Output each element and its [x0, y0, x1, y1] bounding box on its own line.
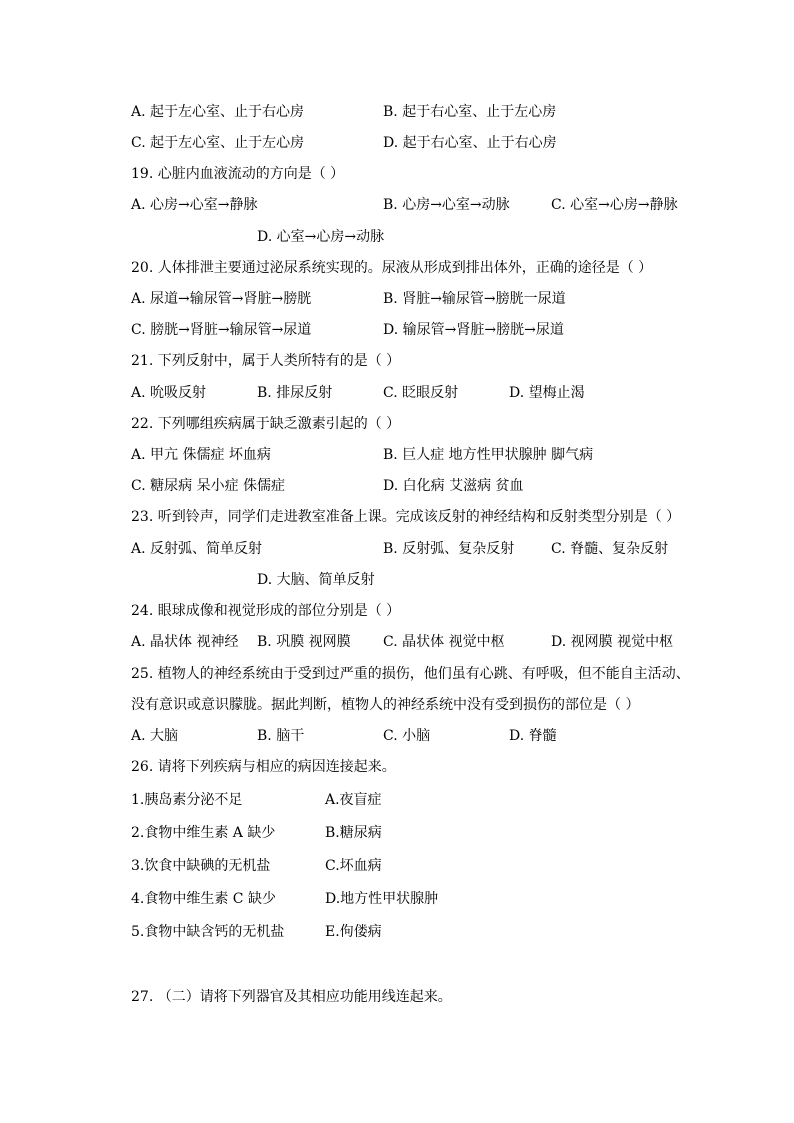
q23-option-c: C. 脊髓、复杂反射 — [551, 541, 669, 557]
q20-option-a: A. 尿道→输尿管→肾脏→膀胱 — [131, 291, 312, 307]
q20-option-d: D. 输尿管→肾脏→膀胱→尿道 — [383, 322, 564, 338]
q22-option-a: A. 甲亢 侏儒症 坏血病 — [131, 447, 271, 463]
q22-stem: 22. 下列哪组疾病属于缺乏激素引起的（ ） — [131, 416, 401, 432]
q19-stem: 19. 心脏内血液流动的方向是（ ） — [131, 166, 345, 182]
q24-option-c: C. 晶状体 视觉中枢 — [383, 634, 505, 650]
q18-option-b: B. 起于右心室、止于左心房 — [383, 104, 557, 120]
q24-option-d: D. 视网膜 视觉中枢 — [551, 634, 674, 650]
q26-left-item: 2.食物中维生素 A 缺少 — [131, 825, 276, 841]
q22-option-d: D. 白化病 艾滋病 贫血 — [383, 478, 524, 494]
q25-option-b: B. 脑干 — [257, 728, 305, 744]
q23-option-b: B. 反射弧、复杂反射 — [383, 541, 515, 557]
q19-option-d: D. 心室→心房→动脉 — [257, 229, 385, 245]
q18-option-d: D. 起于右心室、止于右心房 — [383, 135, 557, 151]
q18-option-a: A. 起于左心室、止于右心房 — [131, 104, 305, 120]
q25-stem-line2: 没有意识或意识朦胧。据此判断，植物人的神经系统中没有受到损伤的部位是（ ） — [131, 697, 640, 713]
q24-stem: 24. 眼球成像和视觉形成的部位分别是（ ） — [131, 603, 401, 619]
q19-option-b: B. 心房→心室→动脉 — [383, 197, 510, 213]
q26-right-item: A.夜盲症 — [325, 792, 382, 808]
q22-option-c: C. 糖尿病 呆小症 侏儒症 — [131, 478, 286, 494]
q26-stem: 26. 请将下列疾病与相应的病因连接起来。 — [131, 759, 396, 775]
q19-option-a: A. 心房→心室→静脉 — [131, 197, 258, 213]
q25-stem-line1: 25. 植物人的神经系统由于受到过严重的损伤，他们虽有心跳、有呼吸，但不能自主活动、 — [131, 666, 690, 682]
q19-option-c: C. 心室→心房→静脉 — [551, 197, 678, 213]
q20-stem: 20. 人体排泄主要通过泌尿系统实现的。尿液从形成到排出体外，正确的途径是（ ） — [131, 260, 653, 276]
q26-left-item: 1.胰岛素分泌不足 — [131, 792, 243, 808]
q26-right-item: C.坏血病 — [325, 858, 382, 874]
q26-right-item: D.地方性甲状腺肿 — [325, 891, 439, 907]
q21-option-b: B. 排尿反射 — [257, 385, 333, 401]
q27-stem: 27. （二）请将下列器官及其相应功能用线连起来。 — [131, 989, 452, 1005]
q26-right-item: B.糖尿病 — [325, 825, 382, 841]
q25-option-c: C. 小脑 — [383, 728, 431, 744]
q24-option-b: B. 巩膜 视网膜 — [257, 634, 351, 650]
q21-option-c: C. 眨眼反射 — [383, 385, 459, 401]
q20-option-b: B. 肾脏→输尿管→膀胱一尿道 — [383, 291, 566, 307]
q22-option-b: B. 巨人症 地方性甲状腺肿 脚气病 — [383, 447, 594, 463]
q26-left-item: 5.食物中缺含钙的无机盐 — [131, 924, 285, 940]
q20-option-c: C. 膀胱→肾脏→输尿管→尿道 — [131, 322, 312, 338]
q25-option-a: A. 大脑 — [131, 728, 179, 744]
q23-option-a: A. 反射弧、简单反射 — [131, 541, 263, 557]
q18-option-c: C. 起于左心室、止于左心房 — [131, 135, 305, 151]
q26-right-item: E.佝偻病 — [325, 924, 382, 940]
q23-stem: 23. 听到铃声，同学们走进教室准备上课。完成该反射的神经结构和反射类型分别是（ ） — [131, 509, 681, 525]
q21-option-a: A. 吮吸反射 — [131, 385, 207, 401]
q26-left-item: 3.饮食中缺碘的无机盐 — [131, 858, 271, 874]
q23-option-d: D. 大脑、简单反射 — [257, 572, 375, 588]
q25-option-d: D. 脊髓 — [509, 728, 557, 744]
q26-left-item: 4.食物中维生素 C 缺少 — [131, 891, 276, 907]
q24-option-a: A. 晶状体 视神经 — [131, 634, 239, 650]
q21-stem: 21. 下列反射中，属于人类所特有的是（ ） — [131, 353, 401, 369]
q21-option-d: D. 望梅止渴 — [509, 385, 585, 401]
